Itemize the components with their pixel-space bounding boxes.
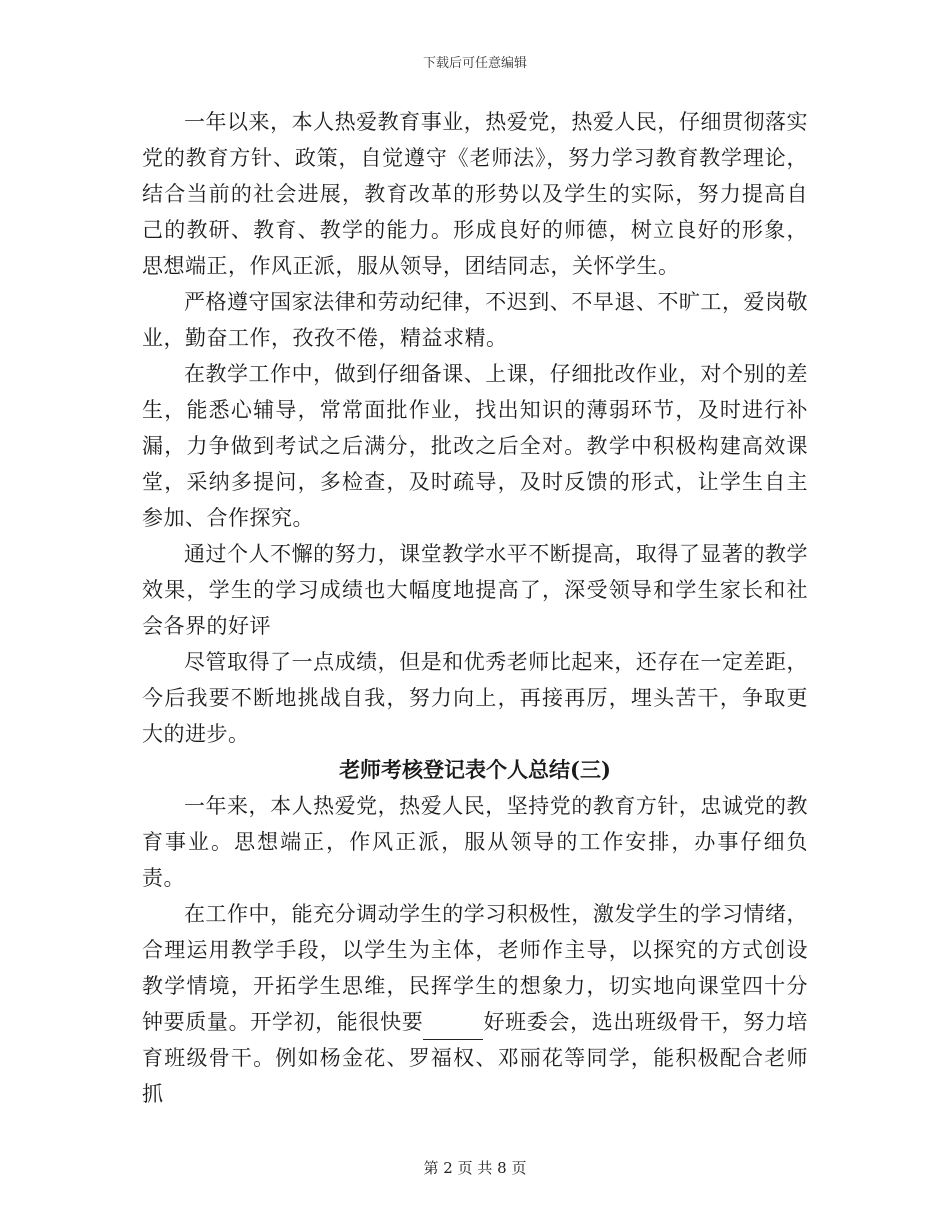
fill-in-blank xyxy=(423,1019,483,1040)
paragraph: 一年以来，本人热爱教育事业，热爱党，热爱人民，仔细贯彻落实党的教育方针、政策，自觉遵守《老师法》，努力学习教育教学理论，结合当前的社会进展，教育改革的形势以及学生的实际，努力提高自己的教研、教育、教学的能力。形成良好的师德，树立良好的形象，思想端正，作风正派，服从领导，团结同志，关怀学生。 xyxy=(142,110,808,278)
paragraph: 一年来，本人热爱党，热爱人民，坚持党的教育方针，忠诚党的教育事业。思想端正，作风正派，服从领导的工作安排，办事仔细负责。 xyxy=(142,794,808,890)
paragraph: 通过个人不懈的努力，课堂教学水平不断提高，取得了显著的教学效果，学生的学习成绩也大幅度地提高了，深受领导和学生家长和社会各界的好评 xyxy=(142,542,808,638)
document-body xyxy=(142,104,808,1112)
paragraph: 在教学工作中，做到仔细备课、上课，仔细批改作业，对个别的差生，能悉心辅导，常常面批作业，找出知识的薄弱环节，及时进行补漏，力争做到考试之后满分，批改之后全对。教学中积极构建高效课堂，采纳多提问，多检查，及时疏导，及时反馈的形式，让学生自主参加、合作探究。 xyxy=(142,362,808,530)
section-title: 老师考核登记表个人总结(三) xyxy=(339,757,611,782)
paragraph-with-blank xyxy=(142,896,808,1112)
paragraph-text-before-blank: 在工作中，能充分调动学生的学习积极性，激发学生的学习情绪，合理运用教学手段，以学生为主体，老师作主导，以探究的方式创设教学情境，开拓学生思维，民挥学生的想象力，切实地向课堂四十分钟要质量。开学初，能很快要 xyxy=(142,902,808,1034)
page-footer: 第 2 页 共 8 页 xyxy=(423,1159,527,1177)
paragraph: 尽管取得了一点成绩，但是和优秀老师比起来，还存在一定差距，今后我要不断地挑战自我，努力向上，再接再厉，埋头苦干，争取更大的进步。 xyxy=(142,650,808,746)
page-header: 下载后可任意编辑 xyxy=(422,56,527,71)
paragraph: 严格遵守国家法律和劳动纪律，不迟到、不早退、不旷工，爱岗敬业，勤奋工作，孜孜不倦，精益求精。 xyxy=(142,290,808,350)
paragraph-text-after-blank: 好班委会，选出班级骨干，努力培育班级骨干。例如杨金花、罗福权、邓丽花等同学，能积极配合老师抓 xyxy=(142,1010,809,1106)
